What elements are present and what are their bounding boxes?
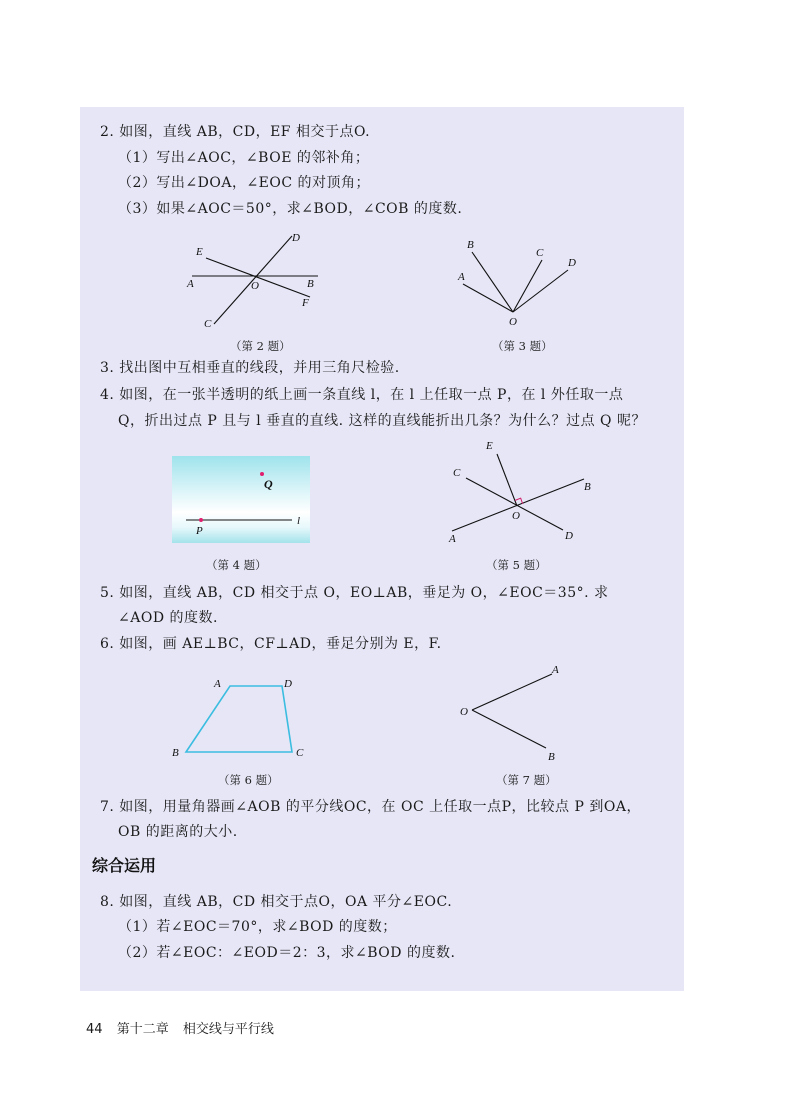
chapter-number: 第十二章 [116, 1022, 169, 1037]
ray-ob [472, 252, 513, 312]
caption-fig-3: （第 3 题） [492, 339, 553, 353]
label-o: O [460, 706, 468, 718]
label-b: B [172, 747, 179, 759]
exercise-3-text: 3. 找出图中互相垂直的线段，并用三角尺检验. [100, 360, 400, 376]
exercise-8-text: 8. 如图，直线 AB，CD 相交于点O，OA 平分∠EOC. [100, 894, 453, 910]
exercise-7-text: 7. 如图，用量角器画∠AOB 的平分线OC，在 OC 上任取一点P，比较点 P 到OA， [100, 799, 641, 815]
label-d: D [565, 530, 573, 542]
label-b: B [584, 481, 591, 493]
ray-od [513, 270, 568, 312]
ray-oe [497, 454, 517, 506]
ray-oa [463, 284, 513, 312]
caption-fig-2: （第 2 题） [230, 339, 291, 353]
label-q: Q [264, 477, 273, 491]
label-o: O [251, 280, 259, 292]
chapter-title: 相交线与平行线 [182, 1022, 274, 1037]
line-cd [466, 478, 563, 530]
exercise-8-part1: （1）若∠EOC＝70°，求∠BOD 的度数； [118, 919, 397, 935]
exercise-2-text: 2. 如图，直线 AB，CD，EF 相交于点O. [100, 124, 371, 140]
exercise-4-text-cont: Q，折出过点 P 且与 l 垂直的直线. 这样的直线能折出几条？为什么？过点 Q 呢？ [118, 413, 646, 429]
label-l: l [297, 515, 301, 527]
exercise-8-part2: （2）若∠EOC：∠EOD＝2：3，求∠BOD 的度数. [118, 945, 456, 961]
label-b: B [467, 239, 474, 251]
label-a: A [214, 678, 221, 690]
label-b: B [548, 751, 555, 763]
label-o: O [509, 316, 517, 328]
page-number: 44 [86, 1022, 103, 1037]
exercise-panel [80, 107, 684, 991]
exercise-5-text-cont: ∠AOD 的度数. [118, 610, 218, 626]
label-c: C [296, 747, 304, 759]
caption-fig-5: （第 5 题） [486, 558, 547, 572]
caption-fig-6: （第 6 题） [218, 773, 279, 787]
exercise-2-part3: （3）如果∠AOC＝50°，求∠BOD，∠COB 的度数. [118, 201, 463, 217]
figure-6 [168, 672, 318, 762]
label-e: E [486, 440, 493, 452]
ray-oc [513, 260, 542, 312]
figure-4 [172, 456, 312, 546]
exercise-7-text-cont: OB 的距离的大小. [118, 824, 238, 840]
line-ab [452, 479, 584, 531]
label-a: A [187, 278, 194, 290]
caption-fig-4: （第 4 题） [206, 558, 267, 572]
figure-2 [180, 228, 330, 338]
exercise-2-part1: （1）写出∠AOC，∠BOE 的邻补角； [118, 150, 370, 166]
caption-fig-7: （第 7 题） [496, 773, 557, 787]
label-a: A [449, 533, 456, 545]
ray-ob [472, 710, 546, 748]
label-a: A [552, 664, 559, 676]
label-b: B [307, 278, 314, 290]
point-q [260, 472, 264, 476]
label-d: D [568, 257, 576, 269]
label-c: C [536, 247, 544, 259]
label-p: P [196, 525, 203, 537]
label-e: E [196, 246, 203, 258]
ray-oa [472, 674, 552, 710]
figure-3 [450, 236, 590, 332]
figure-5 [446, 436, 606, 548]
label-c: C [204, 318, 212, 330]
section-heading: 综合运用 [92, 856, 157, 875]
exercise-2-part2: （2）写出∠DOA，∠EOC 的对顶角； [118, 175, 371, 191]
label-f: F [302, 297, 309, 309]
exercise-5-text: 5. 如图，直线 AB，CD 相交于点 O，EO⊥AB，垂足为 O，∠EOC＝35°. 求 [100, 585, 609, 601]
label-o: O [512, 510, 520, 522]
label-c: C [453, 467, 461, 479]
trapezoid-abcd [186, 686, 292, 752]
figure-7 [456, 660, 576, 768]
label-d: D [284, 678, 292, 690]
page-footer [86, 1021, 284, 1039]
label-a: A [458, 271, 465, 283]
exercise-4-text: 4. 如图，在一张半透明的纸上画一条直线 l，在 l 上任取一点 P，在 l 外任取一点 [100, 387, 624, 403]
point-p [199, 518, 203, 522]
label-d: D [292, 232, 300, 244]
exercise-6-text: 6. 如图，画 AE⊥BC，CF⊥AD，垂足分别为 E，F. [100, 636, 442, 652]
